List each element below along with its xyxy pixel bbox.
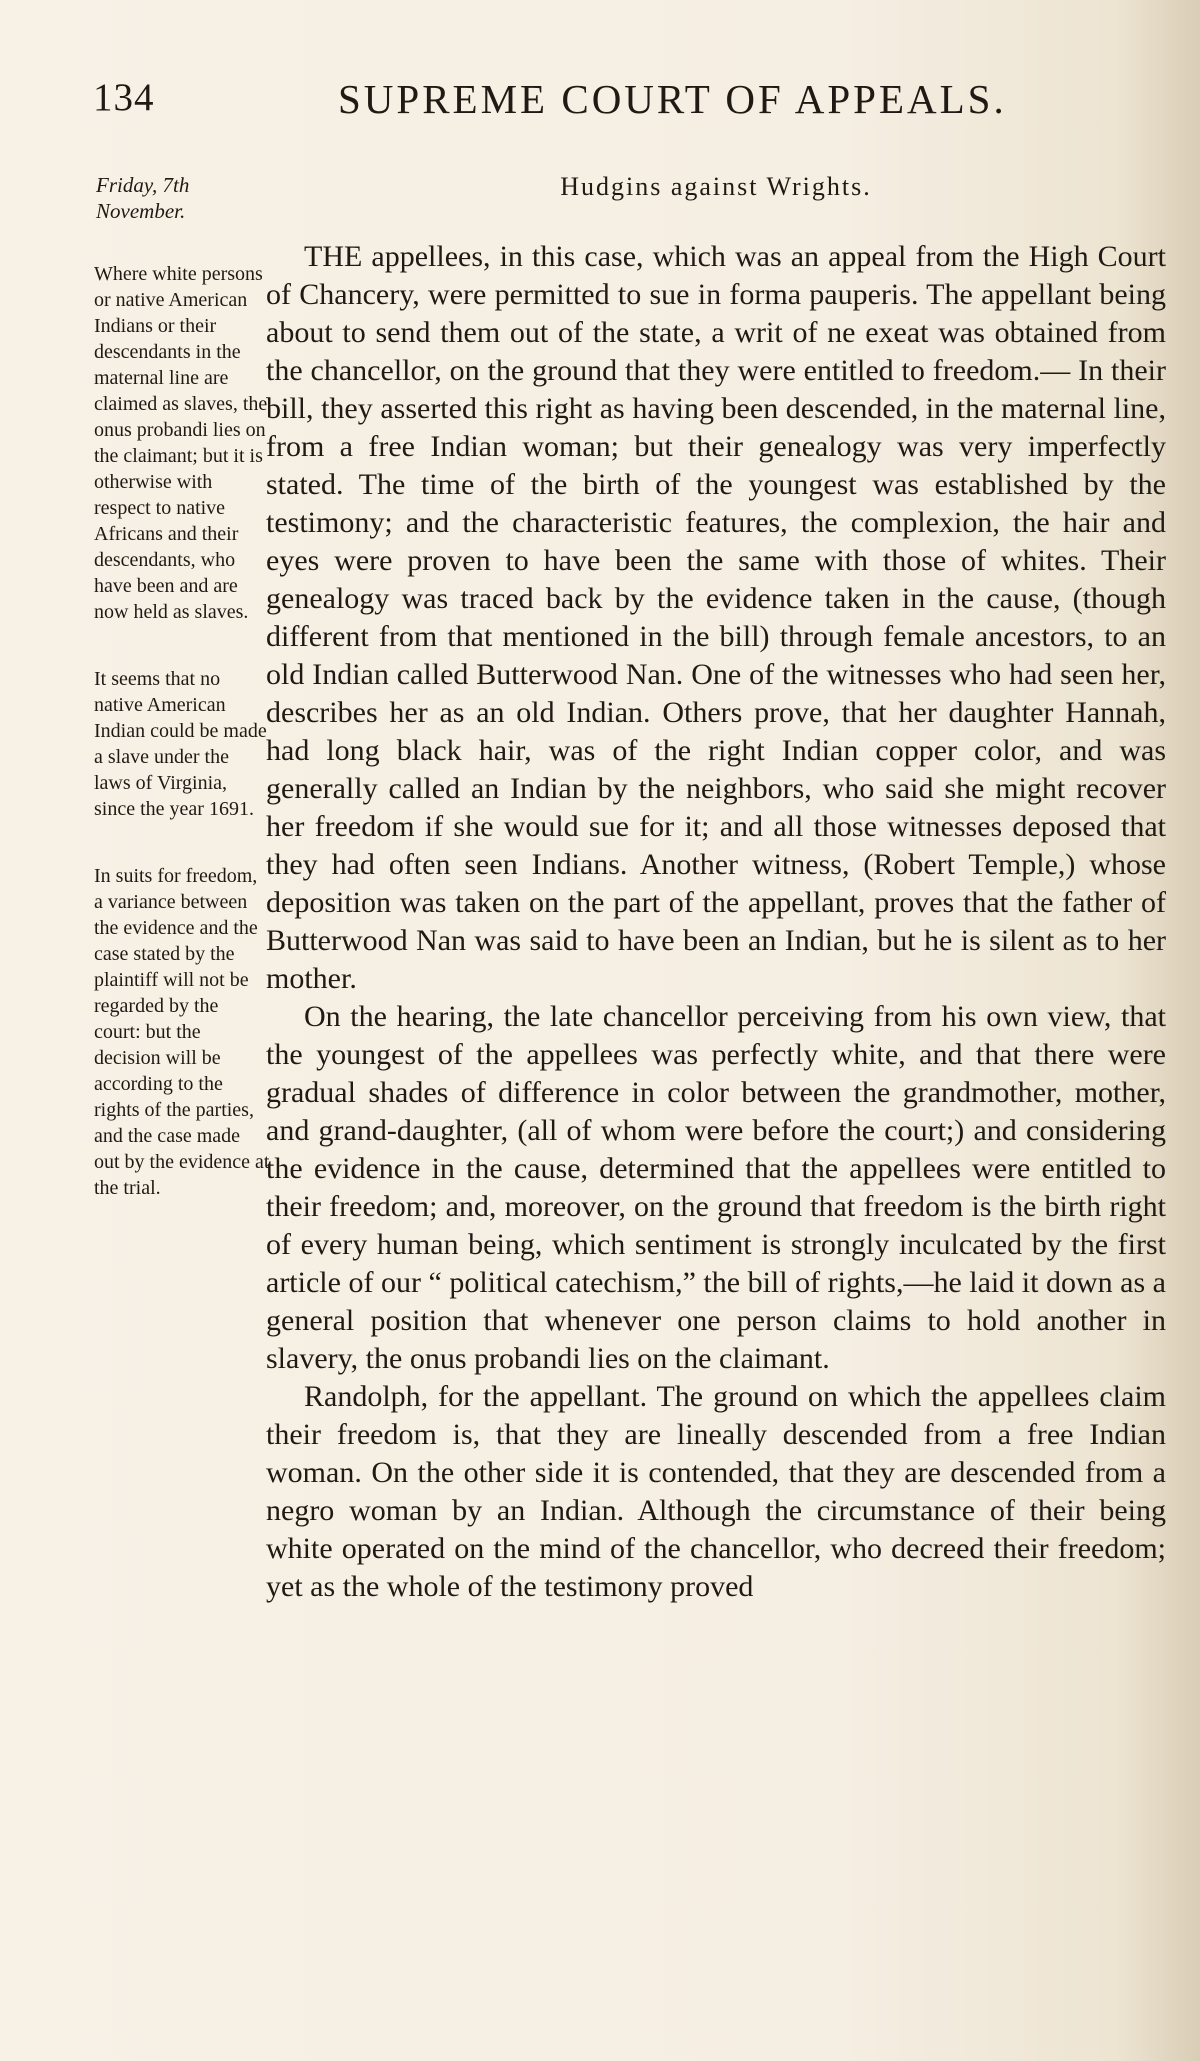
paragraph-facts: THE appellees, in this case, which was an appeal from the High Court of Chancery, were permitted to sue in forma pauperis. The appellant being about to send them out of the state, a writ of ne exeat was obtained from the chancellor, on the ground that they were entitled to freedom.— In their bill, they asserted this right as having been descended, in the maternal line, from a free Indian woman; but their genealogy was very imperfectly stated. The time of the birth of the youngest was established by the testimony; and the characteristic features, the complexion, the hair and eyes were proven to have been the same with those of whites. Their genealogy was traced back by the evidence taken in the cause, (though different from that mentioned in the bill) through female ancestors, to an old Indian called Butterwood Nan. One of the witnesses who had seen her, describes her as an old Indian. Others prove, that her daughter Hannah, had long black hair, was of the right Indian copper color, and was generally called an Indian by the neighbors, who said she might recover her freedom if she would sue for it; and all those witnesses deposed that they had often seen Indians. Another witness, (Robert Temple,) whose deposition was taken on the part of the appellant, proves that the father of Butterwood Nan was said to have been an Indian, but he is silent as to her mother. [266, 240, 1166, 995]
page-header [93, 75, 1168, 135]
marginal-date: Friday, 7th November. [96, 173, 190, 223]
marginal-note-native-american: It seems that no native American Indian could be made a slave under the laws of Virginia, since the year 1691. [94, 668, 267, 820]
page-number: 134 [93, 76, 155, 119]
case-title: Hudgins against Wrights. [560, 172, 872, 201]
paragraph-argument: Randolph, for the appellant. The ground on which the appellees claim their freedom is, that they are lineally descended from a free Indian woman. On the other side it is contended, that they are descended from a negro woman by an Indian. Although the circumstance of their being white operated on the mind of the chancellor, who decreed their freedom; yet as the whole of the testimony proved [266, 1380, 1166, 1603]
running-head: SUPREME COURT OF APPEALS. [338, 76, 1007, 122]
case-body [266, 172, 1166, 1606]
marginal-note-variance: In suits for freedom, a variance between the evidence and the case stated by the plaintiff will not be regarded by the court: but the decision will be according to the rights of the parties, and the case made out by the evidence at the trial. [94, 865, 270, 1199]
paragraph-hearing: On the hearing, the late chancellor perceiving from his own view, that the youngest of the appellees was perfectly white, and that there were gradual shades of difference in color between the grandmother, mother, and grand-daughter, (all of whom were before the court;) and considering the evidence in the cause, determined that the appellees were entitled to their freedom; and, moreover, on the ground that freedom is the birth right of every human being, which sentiment is strongly inculcated by the first article of our “ political catechism,” the bill of rights,—he laid it down as a general position that whenever one person claims to hold another in slavery, the onus probandi lies on the claimant. [266, 1000, 1166, 1375]
marginal-note-onus-probandi: Where white persons or native American Indians or their descendants in the maternal line are claimed as slaves, the onus probandi lies on the claimant; but it is otherwise with respect to native Africans and their descendants, who have been and are now held as slaves. [94, 263, 268, 623]
marginal-notes [94, 172, 270, 1242]
